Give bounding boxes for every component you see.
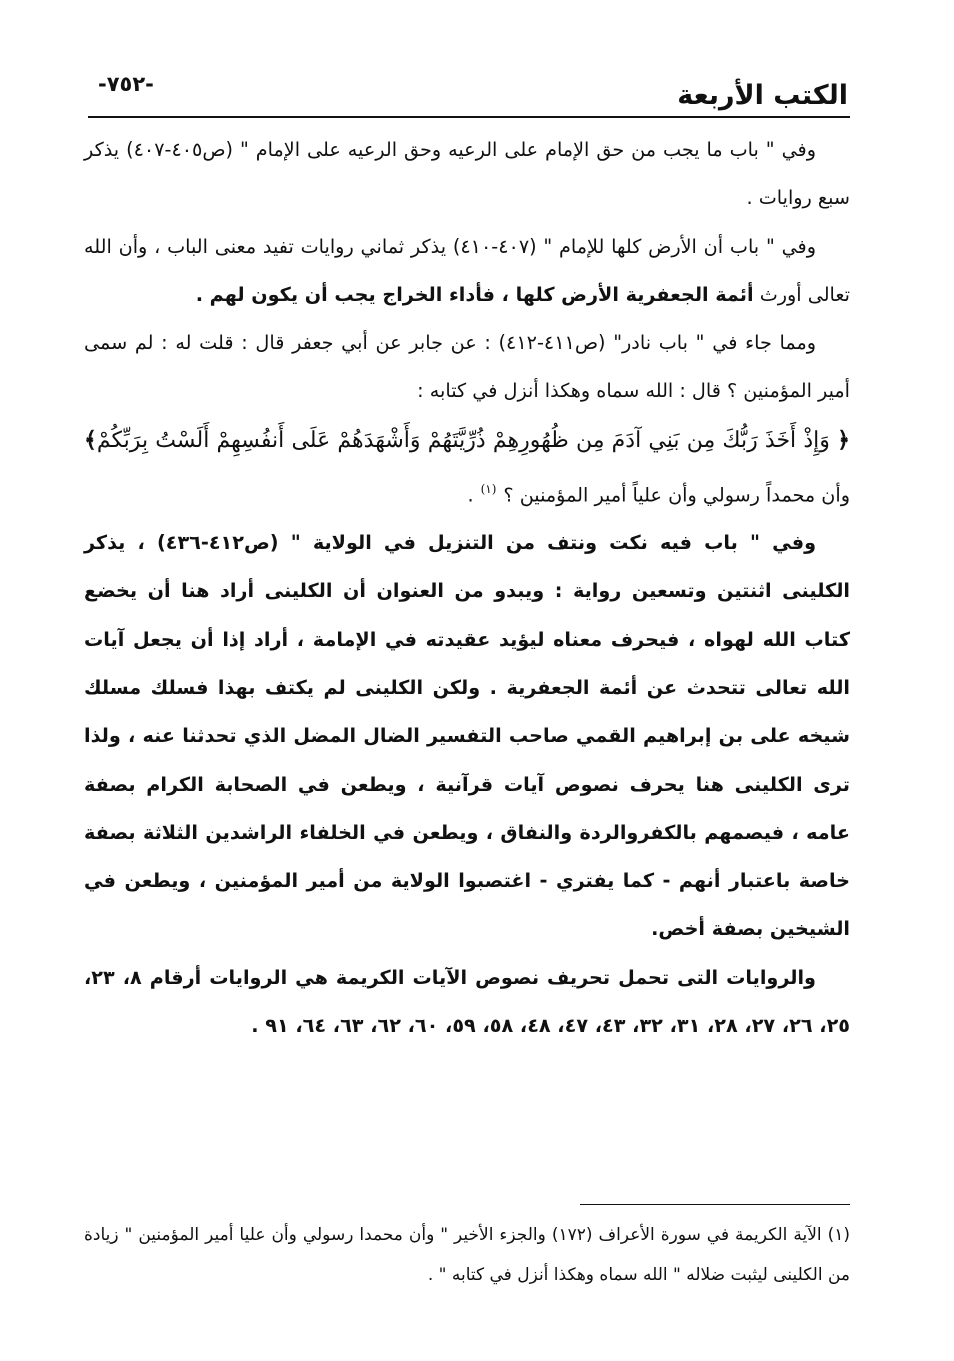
verse-continuation: وأن محمداً رسولي وأن علياً أمير المؤمنين ؟ xyxy=(503,483,850,507)
verse-end: . xyxy=(467,483,474,507)
paragraph-text: وفي " باب ما يجب من حق الإمام على الرعيه وحق الرعيه على الإمام " (ص٤٠٥-٤٠٧) يذكر سبع روايات . xyxy=(84,138,850,210)
paragraph-rare-chapter xyxy=(84,319,850,416)
footnotes xyxy=(84,1215,850,1295)
quran-verse xyxy=(84,416,850,519)
paragraph-tanzil-chapter xyxy=(84,519,850,954)
paragraph-text: وفي " باب أن الأرض كلها للإمام " (٤٠٧-٤١٠) يذكر ثماني روايات تفيد معنى الباب ، وأن الله تعالى أورث xyxy=(84,234,850,306)
paragraph-earth-belongs-to-imam xyxy=(84,223,850,320)
paragraph-rights-of-imam xyxy=(84,126,850,223)
paragraph-bold-text: أئمة الجعفرية الأرض كلها ، فأداء الخراج يجب أن يكون لهم . xyxy=(195,282,754,306)
paragraph-text: والروايات التى تحمل تحريف نصوص الآيات الكريمة هي الروايات أرقام ٨، ٢٣، ٢٥، ٢٦، ٢٧، ٢٨، ٣١، ٣٢، ٤٣، ٤٧، ٤٨، ٥٨، ٥٩، ٦٠، ٦٢، ٦٣، ٦٤، ٩١ . xyxy=(84,965,850,1038)
paragraph-text: ومما جاء في " باب نادر" (ص٤١١-٤١٢) : عن جابر عن أبي جعفر قال : قلت له : لم سمى أمير المؤمنين ؟ قال : الله سماه وهكذا أنزل في كتابه : xyxy=(84,331,850,403)
footnote-1: (١) الآية الكريمة في سورة الأعراف (١٧٢) والجزء الأخير " وأن محمدا رسولي وأن عليا أمير المؤمنين " زيادة من الكلينى ليثبت ضلاله " الله سماه وهكذا أنزل في كتابه " . xyxy=(84,1225,850,1285)
paragraph-distorted-narrations xyxy=(84,954,850,1051)
verse-text: وَإِذْ أَخَذَ رَبُّكَ مِن بَنِي آدَمَ مِن ظُهُورِهِمْ ذُرِّيَّتَهُمْ وَأَشْهَدَهُمْ عَلَى أَنفُسِهِمْ أَلَسْتُ بِرَبِّكُمْ xyxy=(96,427,830,453)
paragraph-text: وفي " باب فيه نكت ونتف من التنزيل في الولاية " (ص٤١٢-٤٣٦) ، يذكر الكلينى اثنتين وتسعين رواية : ويبدو من العنوان أن الكلينى أراد هنا أن يخضع كتاب الله لهواه ، فيحرف معناه ليؤيد عقيدته في الإمامة ، أراد إذا أن يجعل آيات الله تعالى تتحدث عن أئمة الجعفرية . ولكن الكلينى لم يكتف بهذا فسلك مسلك شيخه على بن إبراهيم القمي صاحب التفسير الضال المضل الذي تحدثنا عنه ، ولذا ترى الكلينى هنا يحرف نصوص آيات قرآنية ، ويطعن في الصحابة الكرام بصفة عامه ، فيصمهم بالكفروالردة والنفاق ، ويطعن في الخلفاء الراشدين الثلاثة بصفة خاصة باعتبار أنهم - كما يفتري - اغتصبوا الولاية من أمير المؤمنين ، ويطعن في الشيخين بصفة أخص. xyxy=(84,531,850,941)
verse-close-bracket: ﴾ xyxy=(84,426,97,453)
verse-open-bracket: ﴿ xyxy=(837,426,850,453)
page-number: -٧٥٢- xyxy=(98,72,154,96)
page-header xyxy=(88,64,850,118)
footnote-reference: (١) xyxy=(480,481,497,496)
footnote-separator xyxy=(580,1204,850,1205)
main-text xyxy=(84,126,850,1050)
running-title: الكتب الأربعة xyxy=(677,80,848,111)
